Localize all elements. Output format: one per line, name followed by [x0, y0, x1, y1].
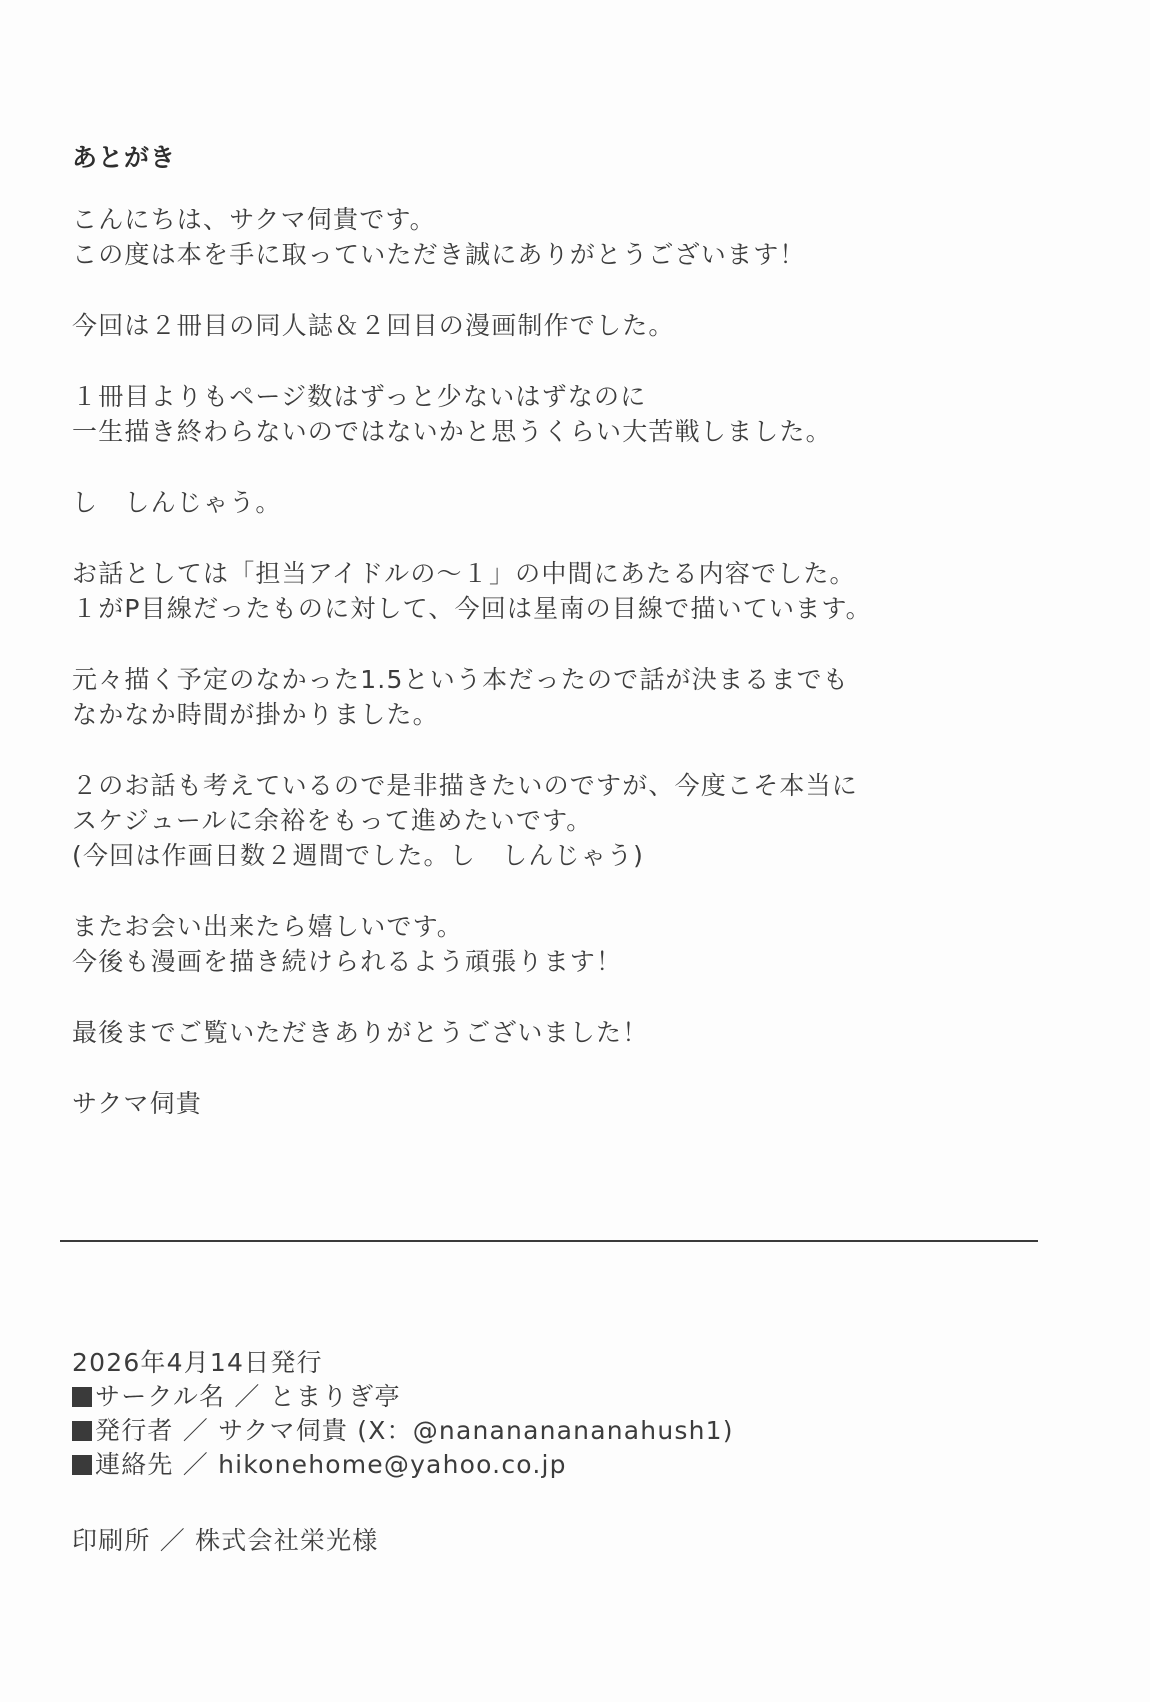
- text-line: なかなか時間が掛かりました。: [72, 700, 439, 729]
- printer-section: [72, 1523, 379, 1558]
- paragraph-hope: [72, 909, 1032, 979]
- publish-date: 2026年4月14日発行: [72, 1348, 323, 1377]
- afterword-title: あとがき: [72, 143, 177, 172]
- author-signature: サクマ伺貴: [72, 1089, 203, 1118]
- text-line: (今回は作画日数２週間でした。し しんじゃう): [72, 841, 645, 870]
- paragraph-second-book: [72, 308, 1032, 343]
- printer: 印刷所 ／ 株式会社栄光様: [72, 1526, 379, 1555]
- afterword-section: [72, 140, 1032, 1121]
- paragraph-story: [72, 556, 1032, 626]
- text-line: 今後も漫画を描き続けられるよう頑張ります！: [72, 947, 623, 976]
- paragraph-struggle: [72, 379, 1032, 449]
- text-line: し しんじゃう。: [72, 488, 282, 517]
- square-bullet-icon: [72, 1455, 92, 1475]
- paragraph-thanks: [72, 1015, 1032, 1050]
- text-line: こんにちは、サクマ伺貴です。: [72, 205, 436, 234]
- paragraph-unplanned: [72, 662, 1032, 732]
- text-line: スケジュールに余裕をもって進めたいです。: [72, 806, 593, 835]
- text-line: １冊目よりもページ数はずっと少ないはずなのに: [72, 382, 647, 411]
- divider-line: [60, 1240, 1038, 1242]
- text-line: 最後までご覧いただきありがとうございました！: [72, 1018, 649, 1047]
- paragraph-greeting: [72, 202, 1032, 272]
- circle-name-row: [72, 1380, 1032, 1414]
- text-line: またお会い出来たら嬉しいです。: [72, 912, 464, 941]
- text-line: お話としては「担当アイドルの～１」の中間にあたる内容でした。: [72, 559, 856, 588]
- signature: [72, 1086, 1032, 1121]
- text-line: 今回は２冊目の同人誌＆２回目の漫画制作でした。: [72, 311, 675, 340]
- text-line: この度は本を手に取っていただき誠にありがとうございます！: [72, 240, 806, 269]
- publisher: 発行者 ／ サクマ伺貴 (X：@nanananananahush1): [95, 1416, 734, 1445]
- text-line: １がP目線だったものに対して、今回は星南の目線で描いています。: [72, 594, 872, 623]
- text-line: 一生描き終わらないのではないかと思うくらい大苦戦しました。: [72, 417, 832, 446]
- colophon: [72, 1346, 1032, 1482]
- paragraph-next: [72, 768, 1032, 873]
- text-line: 元々描く予定のなかった1.5という本だったので話が決まるまでも: [72, 665, 849, 694]
- square-bullet-icon: [72, 1421, 92, 1441]
- contact-row: [72, 1448, 1032, 1482]
- paragraph-dying: [72, 485, 1032, 520]
- publisher-row: [72, 1414, 1032, 1448]
- square-bullet-icon: [72, 1387, 92, 1407]
- text-line: ２のお話も考えているので是非描きたいのですが、今度こそ本当に: [72, 771, 859, 800]
- circle-name: サークル名 ／ とまりぎ亭: [95, 1382, 401, 1411]
- contact: 連絡先 ／ hikonehome@yahoo.co.jp: [95, 1450, 567, 1479]
